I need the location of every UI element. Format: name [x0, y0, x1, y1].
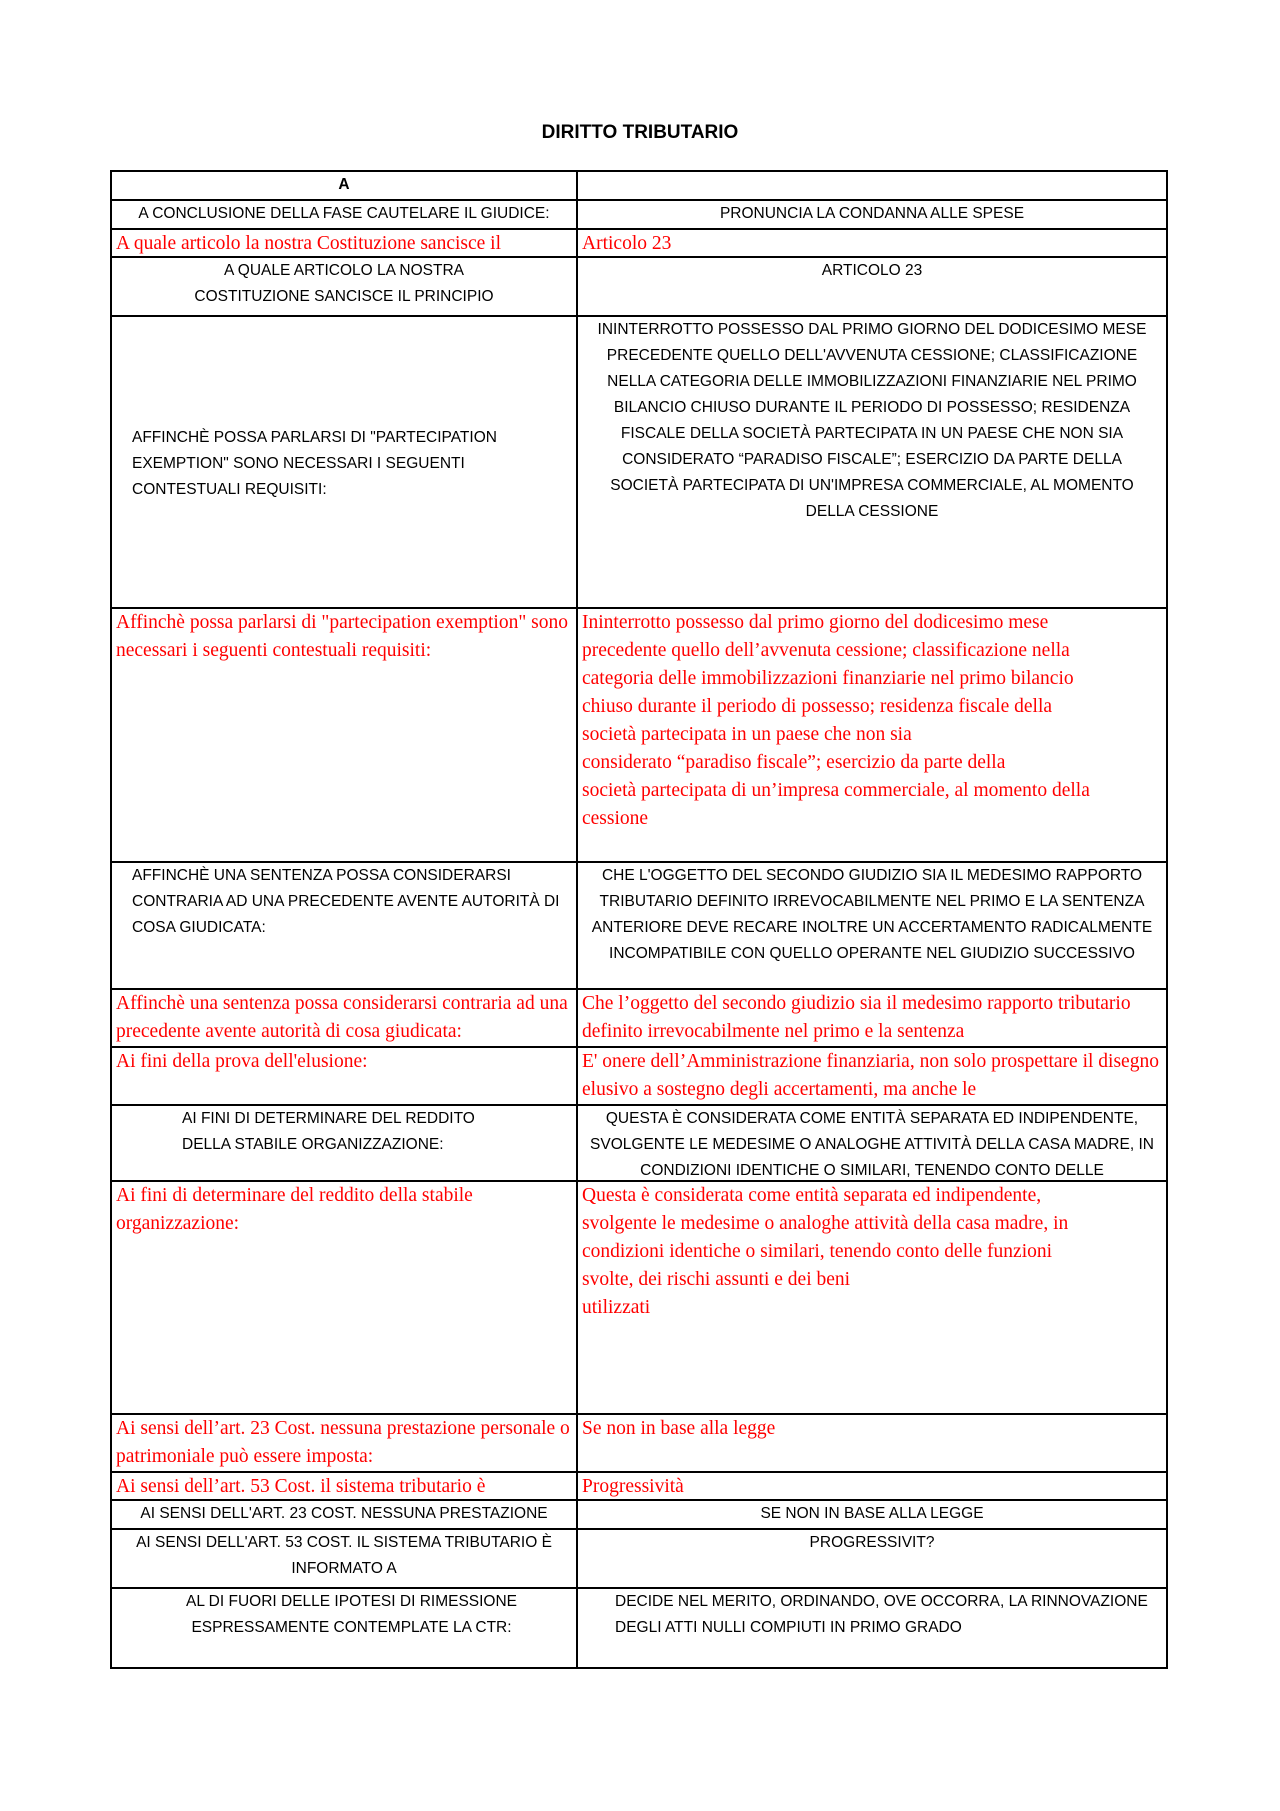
- table-row: [111, 316, 1167, 608]
- question-cell: AI FINI DI DETERMINARE DEL REDDITO DELLA STABILE ORGANIZZAZIONE:: [182, 1110, 475, 1153]
- answer-line: chiuso durante il periodo di possesso; residenza fiscale della: [582, 696, 1053, 717]
- table-row: [111, 1529, 1167, 1588]
- answer-cell: E' onere dell’Amministrazione finanziaria, non solo prospettare il disegno elusivo a sostegno degli accertamenti, ma anche le: [582, 1051, 1159, 1100]
- answer-cell: Se non in base alla legge: [582, 1418, 776, 1439]
- table-row: [111, 862, 1167, 989]
- answer-cell: SE NON IN BASE ALLA LEGGE: [760, 1505, 984, 1522]
- answer-cell: ARTICOLO 23: [821, 262, 923, 279]
- question-cell: AI SENSI DELL'ART. 23 COST. NESSUNA PRESTAZIONE: [140, 1505, 548, 1522]
- page-title: DIRITTO TRIBUTARIO: [541, 122, 739, 143]
- question-cell: Affinchè possa parlarsi di "partecipation exemption" sono necessari i seguenti contestuali requisiti:: [116, 612, 569, 661]
- table-row: [111, 1588, 1167, 1668]
- table-row: [111, 1047, 1167, 1105]
- table-row: [111, 608, 1167, 862]
- table-row: [111, 200, 1167, 229]
- answer-line: utilizzati: [582, 1297, 651, 1318]
- answer-cell: Articolo 23: [582, 233, 672, 254]
- question-cell: Affinchè una sentenza possa considerarsi contraria ad una precedente avente autorità di cosa giudicata:: [116, 993, 568, 1042]
- table-row: [111, 257, 1167, 316]
- answer-line: Questa è considerata come entità separata ed indipendente,: [582, 1185, 1042, 1206]
- answer-line: svolgente le medesime o analoghe attività della casa madre, in: [582, 1213, 1069, 1234]
- answer-line: svolte, dei rischi assunti e dei beni: [582, 1269, 851, 1290]
- table-row: [111, 1181, 1167, 1414]
- header-left: A: [338, 176, 350, 193]
- question-cell: Ai fini della prova dell'elusione:: [116, 1051, 368, 1072]
- table-row: [111, 229, 1167, 257]
- table-row: [111, 1414, 1167, 1472]
- table-header-row: [111, 171, 1167, 200]
- question-cell: AL DI FUORI DELLE IPOTESI DI RIMESSIONE ESPRESSAMENTE CONTEMPLATE LA CTR:: [185, 1593, 518, 1636]
- header-right: [578, 172, 1166, 199]
- answer-cell: [578, 609, 1166, 861]
- answer-cell: [578, 1182, 1166, 1413]
- question-cell: Ai sensi dell’art. 53 Cost. il sistema tributario è: [116, 1476, 486, 1497]
- quiz-table: [110, 170, 1168, 1669]
- answer-line: società partecipata di un’impresa commerciale, al momento della: [582, 780, 1090, 801]
- question-cell: A CONCLUSIONE DELLA FASE CAUTELARE IL GIUDICE:: [138, 205, 550, 222]
- answer-line: precedente quello dell’avvenuta cessione; classificazione nella: [582, 640, 1070, 661]
- answer-cell: PROGRESSIVIT?: [809, 1534, 935, 1551]
- answer-cell: CHE L'OGGETTO DEL SECONDO GIUDIZIO SIA IL MEDESIMO RAPPORTO TRIBUTARIO DEFINITO IRREVOCABILMENTE NEL PRIMO E LA SENTENZA ANTERIORE DEVE RECARE INOLTRE UN ACCERTAMENTO RADICALMENTE INCOMPATIBILE CON QUELLO OPERANTE NEL GIUDIZIO SUCCESSIVO: [591, 867, 1153, 962]
- answer-line: Ininterrotto possesso dal primo giorno del dodicesimo mese: [582, 612, 1049, 633]
- question-cell: A QUALE ARTICOLO LA NOSTRA COSTITUZIONE SANCISCE IL PRINCIPIO: [194, 262, 494, 305]
- answer-cell: ININTERROTTO POSSESSO DAL PRIMO GIORNO DEL DODICESIMO MESE PRECEDENTE QUELLO DELL'AVVENUTA CESSIONE; CLASSIFICAZIONE NELLA CATEGORIA DELLE IMMOBILIZZAZIONI FINANZIARIE NEL PRIMO BILANCIO CHIUSO DURANTE IL PERIODO DI POSSESSO; RESIDENZA FISCALE DELLA SOCIETÀ PARTECIPATA IN UN PAESE CHE NON SIA CONSIDERATO “PARADISO FISCALE”; ESERCIZIO DA PARTE DELLA SOCIETÀ PARTECIPATA DI UN'IMPRESA COMMERCIALE, AL MOMENTO DELLA CESSIONE: [597, 321, 1147, 520]
- answer-line: considerato “paradiso fiscale”; esercizio da parte della: [582, 752, 1006, 773]
- answer-cell: Progressività: [582, 1476, 684, 1497]
- question-cell: AI SENSI DELL'ART. 53 COST. IL SISTEMA TRIBUTARIO È INFORMATO A: [136, 1534, 552, 1577]
- question-cell: AFFINCHÈ POSSA PARLARSI DI "PARTECIPATION EXEMPTION" SONO NECESSARI I SEGUENTI CONTESTUALI REQUISITI:: [132, 429, 497, 498]
- table-row: [111, 1500, 1167, 1529]
- answer-line: categoria delle immobilizzazioni finanziarie nel primo bilancio: [582, 668, 1074, 689]
- table-row: [111, 1472, 1167, 1500]
- table-row: [111, 1105, 1167, 1181]
- question-cell: Ai sensi dell’art. 23 Cost. nessuna prestazione personale o patrimoniale può essere imposta:: [116, 1418, 570, 1467]
- answer-line: società partecipata in un paese che non sia: [582, 724, 912, 745]
- answer-cell: QUESTA È CONSIDERATA COME ENTITÀ SEPARATA ED INDIPENDENTE, SVOLGENTE LE MEDESIME O ANALOGHE ATTIVITÀ DELLA CASA MADRE, IN CONDIZIONI IDENTICHE O SIMILARI, TENENDO CONTO DELLE: [590, 1110, 1154, 1179]
- answer-cell: DECIDE NEL MERITO, ORDINANDO, OVE OCCORRA, LA RINNOVAZIONE DEGLI ATTI NULLI COMPIUTI IN PRIMO GRADO: [615, 1593, 1148, 1636]
- question-cell: A quale articolo la nostra Costituzione sancisce il: [116, 233, 502, 254]
- answer-line: cessione: [582, 808, 649, 829]
- answer-cell: Che l’oggetto del secondo giudizio sia il medesimo rapporto tributario definito irrevocabilmente nel primo e la sentenza: [582, 993, 1131, 1042]
- question-cell: AFFINCHÈ UNA SENTENZA POSSA CONSIDERARSI CONTRARIA AD UNA PRECEDENTE AVENTE AUTORITÀ DI COSA GIUDICATA:: [132, 867, 560, 936]
- answer-cell: PRONUNCIA LA CONDANNA ALLE SPESE: [719, 205, 1025, 222]
- answer-line: condizioni identiche o similari, tenendo conto delle funzioni: [582, 1241, 1053, 1262]
- question-cell: Ai fini di determinare del reddito della stabile organizzazione:: [116, 1185, 473, 1234]
- table-row: [111, 989, 1167, 1047]
